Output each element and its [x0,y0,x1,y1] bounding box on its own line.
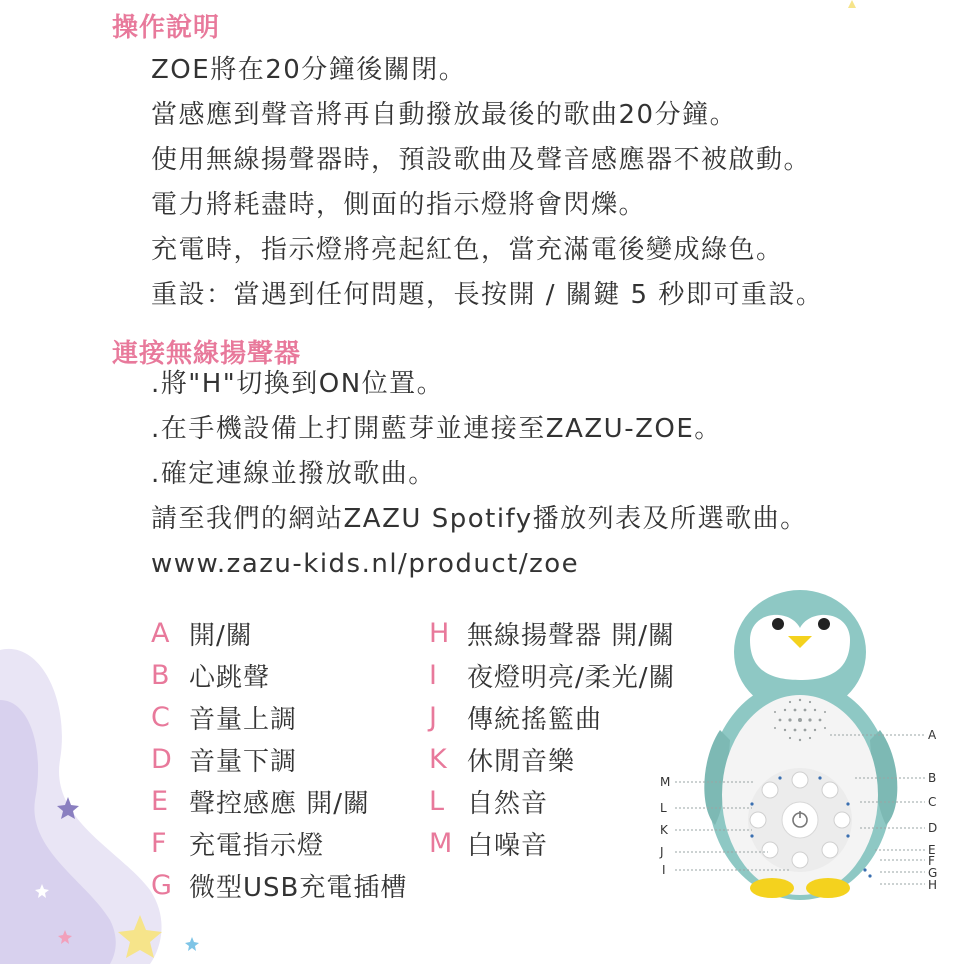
part-label: 音量上調 [189,704,298,735]
diagram-label: I [662,863,666,877]
part-letter: G [151,869,173,901]
part-letter: H [429,617,451,649]
instructions-list [151,48,823,318]
instruction-line: ZOE將在20分鐘後關閉。 [151,55,467,85]
part-item [429,738,676,780]
part-letter: L [429,785,446,817]
part-letter: J [429,701,438,733]
part-letter: F [151,827,168,859]
part-letter: K [429,743,448,775]
part-item [151,654,407,696]
part-label: 心跳聲 [189,662,271,693]
star-icon [848,0,856,8]
instruction-line: 使用無線揚聲器時，預設歌曲及聲音感應器不被啟動。 [151,145,812,175]
diagram-label: F [928,854,935,868]
part-item [151,822,407,864]
star-icon [185,937,199,951]
part-label: 音量下調 [189,746,298,777]
part-item [429,822,676,864]
part-letter: M [429,827,454,859]
parts-legend-right [429,612,676,864]
part-item [151,612,407,654]
part-label: 白噪音 [467,830,549,861]
section-heading-instructions: 操作說明 [112,13,221,43]
product-url: www.zazu-kids.nl/product/zoe [151,549,580,579]
diagram-label: H [928,878,938,892]
part-item [151,864,407,906]
part-label: 休閒音樂 [467,746,576,777]
part-item [151,696,407,738]
part-letter: B [151,659,171,691]
instruction-line: 電力將耗盡時，側面的指示燈將會閃爍。 [151,190,647,220]
penguin-foot [806,878,850,898]
diagram-label: J [660,845,664,859]
part-label: 自然音 [467,788,549,819]
part-item [429,780,676,822]
diagram-labels-left [659,775,670,877]
part-letter: E [151,785,170,817]
part-label: 開/關 [189,620,253,651]
penguin-foot [750,878,794,898]
part-item [429,612,676,654]
diagram-label: G [928,866,938,880]
part-letter: A [151,617,171,649]
diagram-label: M [660,775,671,789]
part-label: 傳統搖籃曲 [467,704,603,735]
penguin-eye [818,618,830,630]
penguin-diagram [640,580,960,910]
part-letter: C [151,701,171,733]
power-button [782,802,818,838]
part-item [429,654,676,696]
diagram-label: L [660,801,667,815]
wireless-step: .在手機設備上打開藍芽並連接至ZAZU-ZOE。 [151,414,722,444]
diagram-label: B [928,771,937,785]
diagram-label: C [928,795,937,809]
part-letter: I [429,659,438,691]
wireless-step: .確定連線並撥放歌曲。 [151,459,436,489]
part-label: 無線揚聲器 開/關 [467,620,676,651]
diagram-labels-right [928,728,937,892]
instruction-line: 當感應到聲音將再自動撥放最後的歌曲20分鐘。 [151,100,738,130]
diagram-label: K [660,823,668,837]
diagram-label: D [928,821,938,835]
parts-legend-left [151,612,407,906]
part-label: 夜燈明亮/柔光/關 [467,662,676,693]
wireless-step: 請至我們的網站ZAZU Spotify播放列表及所選歌曲。 [151,504,808,534]
part-letter: D [151,743,173,775]
diagram-label: A [928,728,937,742]
part-item [151,738,407,780]
section-heading-wireless: 連接無線揚聲器 [112,339,302,369]
part-label: 微型USB充電插槽 [189,872,408,903]
instruction-line: 重設：當遇到任何問題，長按開 / 關鍵 5 秒即可重設。 [151,280,824,310]
part-item [151,780,407,822]
diagram-label: E [928,843,936,857]
part-item [429,696,676,738]
wireless-step: .將"H"切換到ON位置。 [151,369,445,399]
part-label: 聲控感應 開/關 [189,788,371,819]
wireless-steps [151,362,808,587]
part-label: 充電指示燈 [189,830,325,861]
penguin-eye [772,618,784,630]
instruction-line: 充電時，指示燈將亮起紅色，當充滿電後變成綠色。 [151,235,784,265]
